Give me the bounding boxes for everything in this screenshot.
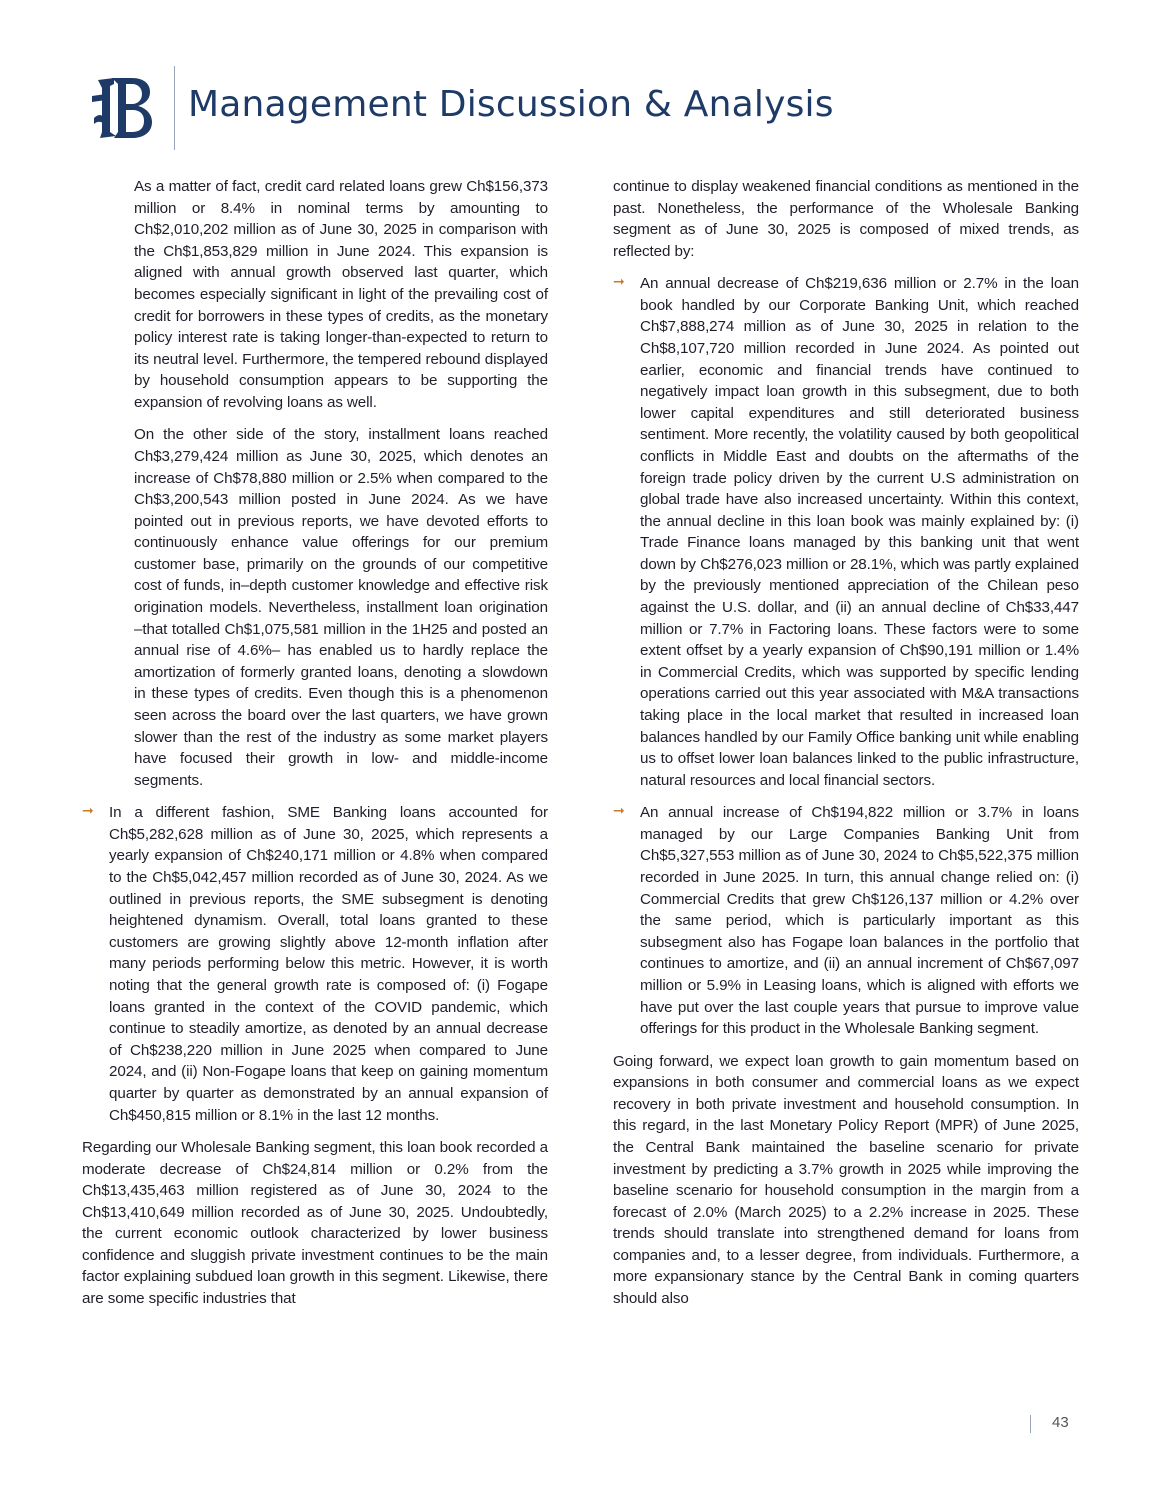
footer-divider	[1030, 1415, 1031, 1433]
paragraph: Going forward, we expect loan growth to gain momentum based on expansions in both consumer and commercial loans as we expect recovery in both private investment and household consumption. In this regard, in the last Monetary Policy Report (MPR) of June 2025, the Central Bank maintained the baseline scenario for private investment by predicting a 3.7% growth in 2025 while improving the baseline scenario for household consumption in the margin from a forecast of 2.0% (March 2025) to a 2.2% increase in 2025. These trends should translate into strengthened demand for loans from companies and, to a lesser degree, from individuals. Furthermore, a more expansionary stance by the Central Bank in coming quarters should also	[613, 1052, 1079, 1308]
page-header	[92, 66, 992, 150]
bullet-text: In a different fashion, SME Banking loans accounted for Ch$5,282,628 million as of June 30, 2025, which represents a yearly expansion of Ch$240,171 million or 4.8% when compared to the Ch$5,042,457 million recorded as of June 30, 2024. As we outlined in previous reports, the SME subsegment is denoting heightened dynamism. Overall, total loans granted to these customers are growing slightly above 12-month inflation after many periods performing below this metric. However, it is worth noting that the general growth rate is composed of: (i) Fogape loans granted in the context of the COVID pandemic, which continue to steadily amortize, as denoted by an annual decrease of Ch$238,220 million in June 2025 when compared to June 2024, and (ii) Non-Fogape loans that keep on gaining momentum quarter by quarter as demonstrated by an annual expansion of Ch$450,815 million or 8.1% in the last 12 months.	[109, 804, 548, 1124]
bank-monogram-logo	[92, 74, 156, 142]
right-arrow-icon: ➞	[613, 803, 625, 820]
bullet-text: An annual increase of Ch$194,822 million or 3.7% in loans managed by our Large Companies Banking Unit from Ch$5,327,553 million as of June 30, 2024 to Ch$5,522,375 million recorded in June 2025. In turn, this annual change relied on: (i) Commercial Credits that grew Ch$126,137 million or 4.2% over the same period, which is particularly important as this subsegment also has Fogape loan balances in the portfolio that continues to amortize, and (ii) an annual increment of Ch$67,097 million or 5.9% in Leasing loans, which is aligned with efforts we have put over the last couple years that pursue to improve value offerings for this product in the Wholesale Banking segment.	[640, 804, 1079, 1038]
bullet-text: An annual decrease of Ch$219,636 million or 2.7% in the loan book handled by our Corporate Banking Unit, which reached Ch$7,888,274 million as of June 30, 2025 in relation to the Ch$8,107,720 million recorded in June 2024. As pointed out earlier, economic and financial trends have continued to negatively impact loan growth in this subsegment, due to both lower capital expenditures and still deteriorated business sentiment. More recently, the volatility caused by both geopolitical conflicts in Middle East and doubts on the aftermaths of the foreign trade policy driven by the current U.S administration on global trade have also increased uncertainty. Within this context, the annual decline in this loan book was mainly explained by: (i) Trade Finance loans managed by this banking unit that went down by Ch$276,023 million or 28.1%, which was partly explained by the previously mentioned appreciation of the Chilean peso against the U.S. dollar, and (ii) an annual decline of Ch$33,447 million or 7.7% in Factoring loans. These factors were to some extent offset by a yearly expansion of Ch$90,191 million or 1.4% in Commercial Credits, which was supported by specific lending operations carried out this year associated with M&A transactions taking place in the local market that resulted in increased loan balances handled by our Family Office banking unit while enabling us to offset lower loan balances linked to the public infrastructure, natural resources and local financial sectors.	[640, 275, 1079, 789]
paragraph: As a matter of fact, credit card related loans grew Ch$156,373 million or 8.4% in nominal terms by amounting to Ch$2,010,202 million as of June 30, 2025 in comparison with the Ch$1,853,829 million in June 2024. This expansion is aligned with annual growth observed last quarter, which becomes especially significant in light of the prevailing cost of credit for borrowers in these types of credits, as the monetary policy interest rate is taking longer-than-expected to return to its neutral level. Furthermore, the tempered rebound displayed by household consumption appears to be supporting the expansion of revolving loans as well.	[134, 178, 548, 411]
page-title: Management Discussion & Analysis	[188, 84, 834, 125]
paragraph: Regarding our Wholesale Banking segment, this loan book recorded a moderate decrease of Ch$24,814 million or 0.2% from the Ch$13,435,463 million registered as of June 30, 2024 to the Ch$13,410,649 million recorded as of June 30, 2025. Undoubtedly, the current economic outlook characterized by lower business confidence and sluggish private investment continues to be the main factor explaining subdued loan growth in this segment. Likewise, there are some specific industries that	[82, 1138, 548, 1308]
left-column	[82, 176, 548, 1320]
paragraph: On the other side of the story, installment loans reached Ch$3,279,424 million as June 30, 2025, which denotes an increase of Ch$78,880 million or 2.5% when compared to the Ch$3,200,543 million posted in June 2024. As we have pointed out in previous reports, we have devoted efforts to continuously enhance value offerings for our premium customer base, primarily on the grounds of our competitive cost of funds, in–depth customer knowledge and effective risk origination models. Nevertheless, installment loan origination –that totalled Ch$1,075,581 million in the 1H25 and posted an annual rise of 4.6%– has enabled us to hardly replace the amortization of formerly granted loans, denoting a slowdown in these types of credits. Even though this is a phenomenon seen across the board over the last quarters, we have grown slower than the rest of the industry as some market players have focused their growth in low- and middle-income segments.	[134, 426, 548, 789]
right-arrow-icon: ➞	[613, 274, 625, 291]
bullet-item	[613, 273, 1079, 791]
right-column	[613, 176, 1079, 1320]
bullet-item	[613, 802, 1079, 1040]
right-arrow-icon: ➞	[82, 803, 94, 820]
bullet-item	[82, 802, 548, 1126]
header-divider	[174, 66, 175, 150]
page-number: 43	[1052, 1414, 1069, 1431]
paragraph: continue to display weakened financial conditions as mentioned in the past. Nonetheless, the performance of the Wholesale Banking segment as of June 30, 2025 is composed of mixed trends, as reflected by:	[613, 178, 1079, 260]
